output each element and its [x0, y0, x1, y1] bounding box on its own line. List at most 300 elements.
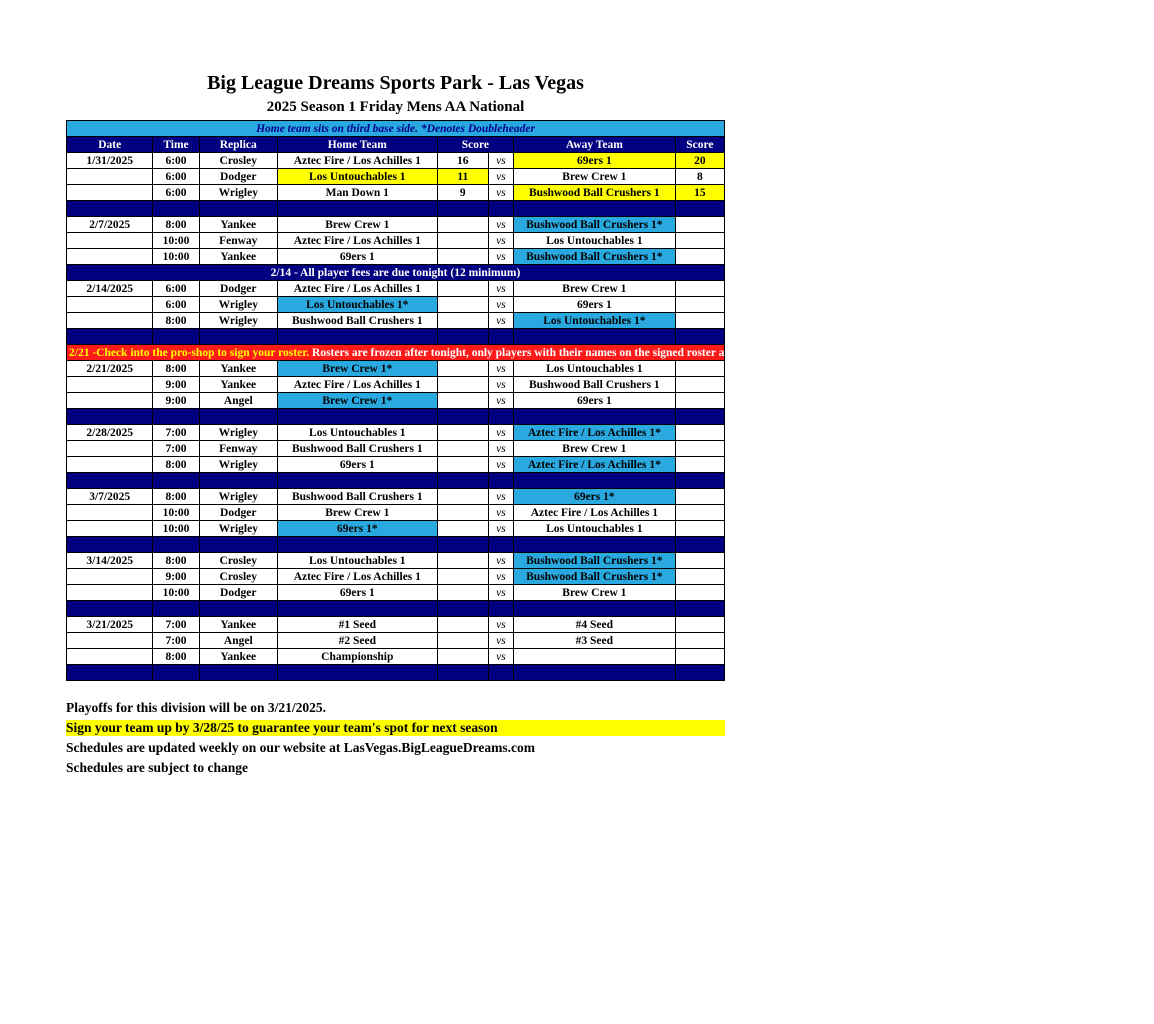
game-time: 7:00: [153, 441, 199, 457]
home-team: Aztec Fire / Los Achilles 1: [277, 377, 437, 393]
away-team: Los Untouchables 1: [513, 361, 675, 377]
field-name: Dodger: [199, 169, 277, 185]
column-header: Home Team: [277, 137, 437, 153]
away-score: [675, 297, 724, 313]
game-time: 9:00: [153, 569, 199, 585]
vs-label: vs: [488, 489, 513, 505]
home-team: #1 Seed: [277, 617, 437, 633]
separator-cell: [488, 537, 513, 553]
game-row: [67, 297, 725, 313]
announcement-text: 2/14 - All player fees are due tonight (12 minimum): [67, 265, 725, 281]
home-score: [437, 297, 488, 313]
separator-cell: [513, 473, 675, 489]
column-header: Date: [67, 137, 153, 153]
home-score: [437, 617, 488, 633]
game-row: [67, 313, 725, 329]
separator-cell: [437, 473, 488, 489]
away-score: 8: [675, 169, 724, 185]
home-score: [437, 649, 488, 665]
field-name: Yankee: [199, 361, 277, 377]
away-team: Aztec Fire / Los Achilles 1*: [513, 457, 675, 473]
away-score: [675, 217, 724, 233]
game-row: [67, 441, 725, 457]
separator-cell: [277, 329, 437, 345]
separator-cell: [199, 329, 277, 345]
field-name: Crosley: [199, 569, 277, 585]
separator-cell: [513, 601, 675, 617]
separator-cell: [488, 601, 513, 617]
away-team: #4 Seed: [513, 617, 675, 633]
field-name: Dodger: [199, 505, 277, 521]
separator-cell: [675, 201, 724, 217]
separator-cell: [488, 201, 513, 217]
separator-cell: [67, 409, 153, 425]
game-date: 3/14/2025: [67, 553, 153, 569]
away-score: 20: [675, 153, 724, 169]
game-date: [67, 169, 153, 185]
roster-alert-text: Rosters are frozen after tonight, only players with their names on the signed roster are eligible for playoffs. Please check carefully as changes will not be made for omissions.: [309, 346, 1154, 359]
game-row: [67, 233, 725, 249]
footer-playoffs-note: Playoffs for this division will be on 3/21/2025.: [66, 700, 327, 715]
home-team: Brew Crew 1*: [277, 361, 437, 377]
home-team: Brew Crew 1: [277, 217, 437, 233]
home-team: Los Untouchables 1: [277, 425, 437, 441]
home-team: #2 Seed: [277, 633, 437, 649]
game-time: 8:00: [153, 489, 199, 505]
field-name: Wrigley: [199, 457, 277, 473]
home-score: [437, 505, 488, 521]
away-score: [675, 281, 724, 297]
home-team: Man Down 1: [277, 185, 437, 201]
separator-cell: [199, 537, 277, 553]
schedule-table: [66, 120, 1154, 681]
away-score: [675, 249, 724, 265]
away-score: 15: [675, 185, 724, 201]
field-name: Yankee: [199, 649, 277, 665]
game-row: [67, 393, 725, 409]
home-score: [437, 457, 488, 473]
separator-cell: [437, 537, 488, 553]
away-team: Bushwood Ball Crushers 1*: [513, 569, 675, 585]
away-score: [675, 649, 724, 665]
game-date: [67, 505, 153, 521]
game-row: [67, 281, 725, 297]
game-date: [67, 585, 153, 601]
home-team: Aztec Fire / Los Achilles 1: [277, 281, 437, 297]
separator-cell: [277, 665, 437, 681]
game-date: 2/21/2025: [67, 361, 153, 377]
separator-row: [67, 409, 725, 425]
game-row: [67, 361, 725, 377]
away-score: [675, 425, 724, 441]
game-row: [67, 505, 725, 521]
home-score: [437, 393, 488, 409]
separator-cell: [437, 665, 488, 681]
footer-signup-note: Sign your team up by 3/28/25 to guarantee your team's spot for next season: [66, 720, 725, 736]
game-date: [67, 457, 153, 473]
home-score: [437, 281, 488, 297]
away-team: Aztec Fire / Los Achilles 1*: [513, 425, 675, 441]
game-date: [67, 633, 153, 649]
separator-cell: [153, 329, 199, 345]
home-score: [437, 425, 488, 441]
home-team: 69ers 1: [277, 585, 437, 601]
page-subtitle: 2025 Season 1 Friday Mens AA National: [266, 99, 525, 115]
vs-label: vs: [488, 441, 513, 457]
game-time: 6:00: [153, 169, 199, 185]
game-time: 8:00: [153, 313, 199, 329]
separator-cell: [277, 201, 437, 217]
game-time: 7:00: [153, 425, 199, 441]
field-name: Angel: [199, 633, 277, 649]
field-name: Wrigley: [199, 297, 277, 313]
column-header: Score: [675, 137, 724, 153]
away-score: [675, 377, 724, 393]
game-date: [67, 185, 153, 201]
game-time: 10:00: [153, 585, 199, 601]
separator-cell: [153, 201, 199, 217]
game-time: 7:00: [153, 633, 199, 649]
separator-row: [67, 473, 725, 489]
away-score: [675, 489, 724, 505]
vs-label: vs: [488, 185, 513, 201]
separator-cell: [488, 665, 513, 681]
home-score: 11: [437, 169, 488, 185]
game-date: [67, 377, 153, 393]
game-date: [67, 297, 153, 313]
away-team: Brew Crew 1: [513, 585, 675, 601]
away-score: [675, 361, 724, 377]
field-name: Yankee: [199, 217, 277, 233]
roster-alert: [67, 345, 1154, 361]
page-title: Big League Dreams Sports Park - Las Vegas: [207, 72, 584, 94]
away-team: Bushwood Ball Crushers 1*: [513, 217, 675, 233]
separator-cell: [277, 409, 437, 425]
separator-cell: [437, 329, 488, 345]
game-date: [67, 233, 153, 249]
game-time: 8:00: [153, 217, 199, 233]
away-team: 69ers 1: [513, 153, 675, 169]
separator-cell: [153, 473, 199, 489]
game-time: 6:00: [153, 297, 199, 313]
game-time: 8:00: [153, 649, 199, 665]
home-score: [437, 521, 488, 537]
field-name: Wrigley: [199, 425, 277, 441]
away-team: Bushwood Ball Crushers 1*: [513, 553, 675, 569]
vs-label: vs: [488, 505, 513, 521]
game-date: 2/7/2025: [67, 217, 153, 233]
game-time: 9:00: [153, 377, 199, 393]
separator-cell: [67, 665, 153, 681]
game-time: 8:00: [153, 361, 199, 377]
home-team: Los Untouchables 1: [277, 553, 437, 569]
vs-label: vs: [488, 361, 513, 377]
separator-cell: [277, 473, 437, 489]
home-team: 69ers 1: [277, 457, 437, 473]
game-date: 1/31/2025: [67, 153, 153, 169]
vs-label: vs: [488, 553, 513, 569]
game-date: [67, 649, 153, 665]
separator-cell: [153, 409, 199, 425]
field-name: Dodger: [199, 585, 277, 601]
away-score: [675, 393, 724, 409]
field-name: Angel: [199, 393, 277, 409]
game-row: [67, 489, 725, 505]
footer-change-note: Schedules are subject to change: [66, 760, 248, 775]
away-team: Aztec Fire / Los Achilles 1: [513, 505, 675, 521]
away-team: #3 Seed: [513, 633, 675, 649]
table-note: Home team sits on third base side. *Denotes Doubleheader: [67, 121, 725, 137]
away-score: [675, 585, 724, 601]
away-score: [675, 617, 724, 633]
vs-label: vs: [488, 585, 513, 601]
separator-cell: [153, 537, 199, 553]
separator-row: [67, 329, 725, 345]
separator-cell: [153, 665, 199, 681]
column-header: Replica: [199, 137, 277, 153]
away-score: [675, 505, 724, 521]
home-team: 69ers 1*: [277, 521, 437, 537]
home-team: Aztec Fire / Los Achilles 1: [277, 569, 437, 585]
separator-cell: [513, 409, 675, 425]
home-team: Los Untouchables 1: [277, 169, 437, 185]
roster-alert-highlight: 2/21 -Check into the pro-shop to sign your roster.: [69, 346, 310, 359]
home-score: [437, 553, 488, 569]
home-score: 9: [437, 185, 488, 201]
game-date: [67, 393, 153, 409]
home-team: Brew Crew 1: [277, 505, 437, 521]
game-time: 10:00: [153, 505, 199, 521]
field-name: Wrigley: [199, 313, 277, 329]
separator-cell: [437, 409, 488, 425]
vs-label: vs: [488, 233, 513, 249]
home-team: Aztec Fire / Los Achilles 1: [277, 233, 437, 249]
game-date: 3/21/2025: [67, 617, 153, 633]
column-header: Time: [153, 137, 199, 153]
game-row: [67, 185, 725, 201]
game-row: [67, 153, 725, 169]
separator-cell: [675, 409, 724, 425]
separator-cell: [675, 473, 724, 489]
game-time: 10:00: [153, 521, 199, 537]
home-team: Brew Crew 1*: [277, 393, 437, 409]
vs-label: vs: [488, 377, 513, 393]
home-score: [437, 569, 488, 585]
separator-cell: [437, 601, 488, 617]
column-header: Score: [437, 137, 513, 153]
separator-cell: [277, 601, 437, 617]
game-date: 3/7/2025: [67, 489, 153, 505]
home-team: 69ers 1: [277, 249, 437, 265]
separator-cell: [513, 329, 675, 345]
field-name: Wrigley: [199, 521, 277, 537]
separator-cell: [67, 329, 153, 345]
away-team: [513, 649, 675, 665]
away-team: Brew Crew 1: [513, 169, 675, 185]
home-team: Los Untouchables 1*: [277, 297, 437, 313]
roster-alert-row: [67, 345, 725, 361]
separator-cell: [67, 601, 153, 617]
separator-cell: [513, 537, 675, 553]
separator-cell: [513, 201, 675, 217]
home-score: [437, 441, 488, 457]
away-team: Bushwood Ball Crushers 1*: [513, 249, 675, 265]
table-header-row: [67, 137, 725, 153]
vs-label: vs: [488, 521, 513, 537]
vs-label: vs: [488, 297, 513, 313]
separator-cell: [513, 665, 675, 681]
field-name: Yankee: [199, 249, 277, 265]
away-score: [675, 521, 724, 537]
separator-cell: [199, 409, 277, 425]
game-row: [67, 649, 725, 665]
home-score: [437, 489, 488, 505]
field-name: Wrigley: [199, 489, 277, 505]
field-name: Dodger: [199, 281, 277, 297]
field-name: Wrigley: [199, 185, 277, 201]
away-score: [675, 313, 724, 329]
game-date: [67, 441, 153, 457]
home-score: [437, 361, 488, 377]
away-score: [675, 441, 724, 457]
game-row: [67, 217, 725, 233]
field-name: Yankee: [199, 377, 277, 393]
vs-label: vs: [488, 633, 513, 649]
away-team: Bushwood Ball Crushers 1: [513, 185, 675, 201]
game-row: [67, 457, 725, 473]
game-row: [67, 553, 725, 569]
game-row: [67, 633, 725, 649]
game-time: 8:00: [153, 457, 199, 473]
game-date: 2/28/2025: [67, 425, 153, 441]
separator-cell: [675, 537, 724, 553]
field-name: Crosley: [199, 153, 277, 169]
separator-cell: [675, 665, 724, 681]
away-score: [675, 553, 724, 569]
announcement-row: [67, 265, 725, 281]
vs-label: vs: [488, 313, 513, 329]
vs-label: vs: [488, 153, 513, 169]
field-name: Fenway: [199, 441, 277, 457]
separator-cell: [67, 473, 153, 489]
away-team: Bushwood Ball Crushers 1: [513, 377, 675, 393]
away-team: Brew Crew 1: [513, 441, 675, 457]
vs-label: vs: [488, 425, 513, 441]
field-name: Crosley: [199, 553, 277, 569]
separator-row: [67, 201, 725, 217]
field-name: Fenway: [199, 233, 277, 249]
home-team: Aztec Fire / Los Achilles 1: [277, 153, 437, 169]
game-time: 6:00: [153, 281, 199, 297]
home-score: [437, 233, 488, 249]
away-team: Los Untouchables 1: [513, 521, 675, 537]
game-row: [67, 425, 725, 441]
home-score: [437, 633, 488, 649]
away-score: [675, 569, 724, 585]
game-time: 8:00: [153, 553, 199, 569]
separator-cell: [488, 473, 513, 489]
game-time: 10:00: [153, 233, 199, 249]
separator-cell: [199, 201, 277, 217]
separator-cell: [153, 601, 199, 617]
schedule-body: [67, 153, 1154, 681]
game-time: 6:00: [153, 185, 199, 201]
away-score: [675, 633, 724, 649]
game-row: [67, 169, 725, 185]
table-note-row: [67, 121, 725, 137]
game-time: 9:00: [153, 393, 199, 409]
home-score: [437, 217, 488, 233]
home-team: Bushwood Ball Crushers 1: [277, 489, 437, 505]
separator-cell: [488, 409, 513, 425]
separator-cell: [67, 201, 153, 217]
home-team: Championship: [277, 649, 437, 665]
vs-label: vs: [488, 249, 513, 265]
game-date: 2/14/2025: [67, 281, 153, 297]
separator-row: [67, 665, 725, 681]
home-score: [437, 313, 488, 329]
separator-cell: [277, 537, 437, 553]
away-team: Los Untouchables 1*: [513, 313, 675, 329]
separator-cell: [199, 601, 277, 617]
game-date: [67, 249, 153, 265]
game-time: 10:00: [153, 249, 199, 265]
vs-label: vs: [488, 457, 513, 473]
vs-label: vs: [488, 393, 513, 409]
separator-cell: [199, 473, 277, 489]
separator-cell: [675, 601, 724, 617]
vs-label: vs: [488, 169, 513, 185]
home-team: Bushwood Ball Crushers 1: [277, 441, 437, 457]
away-team: 69ers 1*: [513, 489, 675, 505]
home-score: [437, 249, 488, 265]
vs-label: vs: [488, 569, 513, 585]
away-team: 69ers 1: [513, 297, 675, 313]
footer-website-note: Schedules are updated weekly on our website at LasVegas.BigLeagueDreams.com: [66, 740, 536, 755]
home-score: [437, 585, 488, 601]
game-row: [67, 585, 725, 601]
separator-cell: [67, 537, 153, 553]
game-date: [67, 521, 153, 537]
game-date: [67, 569, 153, 585]
vs-label: vs: [488, 649, 513, 665]
away-score: [675, 457, 724, 473]
game-time: 7:00: [153, 617, 199, 633]
separator-row: [67, 601, 725, 617]
away-team: Los Untouchables 1: [513, 233, 675, 249]
separator-cell: [488, 329, 513, 345]
game-date: [67, 313, 153, 329]
column-header: Away Team: [513, 137, 675, 153]
vs-label: vs: [488, 617, 513, 633]
game-row: [67, 377, 725, 393]
game-row: [67, 521, 725, 537]
home-team: Bushwood Ball Crushers 1: [277, 313, 437, 329]
separator-row: [67, 537, 725, 553]
vs-label: vs: [488, 217, 513, 233]
game-row: [67, 617, 725, 633]
separator-cell: [199, 665, 277, 681]
home-score: [437, 377, 488, 393]
vs-label: vs: [488, 281, 513, 297]
home-score: 16: [437, 153, 488, 169]
game-time: 6:00: [153, 153, 199, 169]
game-row: [67, 249, 725, 265]
away-score: [675, 233, 724, 249]
game-row: [67, 569, 725, 585]
field-name: Yankee: [199, 617, 277, 633]
away-team: Brew Crew 1: [513, 281, 675, 297]
